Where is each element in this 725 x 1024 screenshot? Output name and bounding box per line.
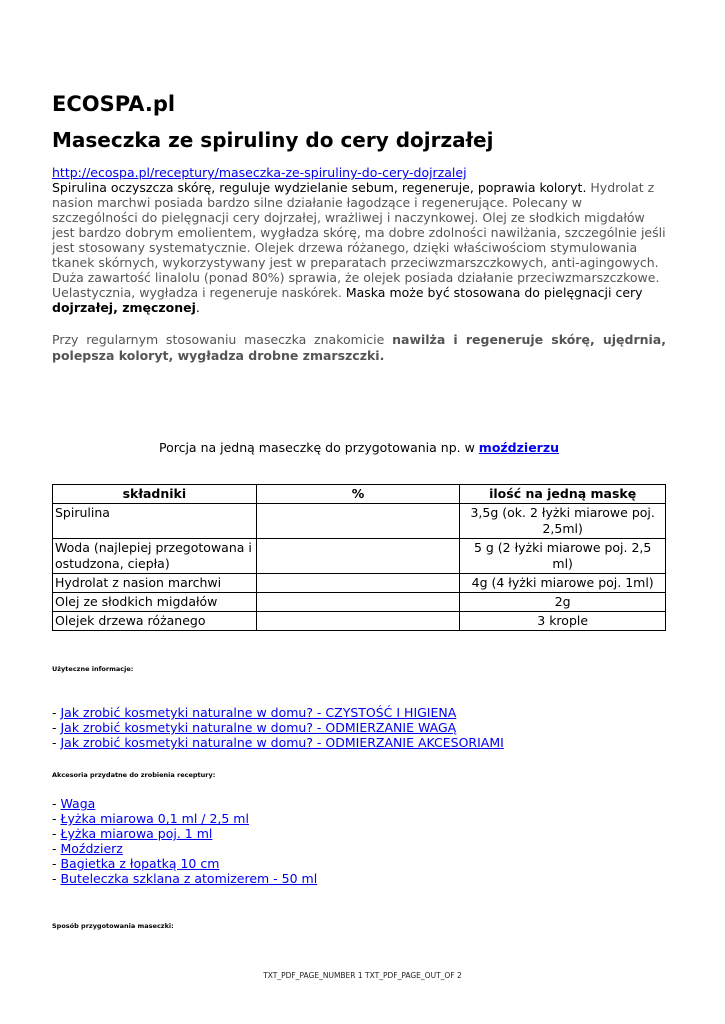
ingredient-name: Hydrolat z nasion marchwi: [53, 574, 257, 593]
list-item: [52, 811, 317, 826]
usage-bold: nawilża i regeneruje skórę, ujędrnia, polepsza koloryt, wygładza drobne zmarszczki.: [52, 332, 666, 363]
weighing-link[interactable]: Jak zrobić kosmetyki naturalne w domu? - ODMIERZANIE WAGĄ: [60, 720, 457, 735]
accessories-heading: Akcesoria przydatne do zrobienia receptury:: [52, 771, 216, 779]
table-row: [53, 504, 666, 539]
list-dash: -: [52, 811, 61, 826]
ingredient-amount: 3,5g (ok. 2 łyżki miarowe poj. 2,5ml): [460, 504, 666, 539]
glass-bottle-link[interactable]: Buteleczka szklana z atomizerem - 50 ml: [60, 871, 318, 886]
list-item: [52, 871, 317, 886]
list-item: [52, 796, 317, 811]
list-dash: -: [52, 856, 61, 871]
table-row: [53, 574, 666, 593]
mortar-accessory-link[interactable]: Moździerz: [60, 841, 123, 856]
ingredient-percent: [256, 539, 460, 574]
measuring-accessories-link[interactable]: Jak zrobić kosmetyki naturalne w domu? - ODMIERZANIE AKCESORIAMI: [60, 735, 504, 750]
header-ingredients: składniki: [53, 485, 257, 504]
list-dash: -: [52, 871, 61, 886]
ingredient-name: Olejek drzewa różanego: [53, 612, 257, 631]
usage-paragraph: [52, 332, 666, 364]
portion-text: Porcja na jedną maseczkę do przygotowania np. w: [158, 440, 479, 455]
table-row: [53, 539, 666, 574]
list-dash: -: [52, 705, 61, 720]
ingredient-name: Olej ze słodkich migdałów: [53, 593, 257, 612]
list-dash: -: [52, 826, 61, 841]
usage-prefix: Przy regularnym stosowaniu maseczka znakomicie: [52, 332, 393, 347]
ingredient-amount: 2g: [460, 593, 666, 612]
table-row: [53, 593, 666, 612]
scale-link[interactable]: Waga: [60, 796, 96, 811]
spatula-rod-link[interactable]: Bagietka z łopatką 10 cm: [60, 856, 220, 871]
table-row: [53, 612, 666, 631]
header-percent: %: [256, 485, 460, 504]
list-item: [52, 856, 317, 871]
ingredient-percent: [256, 504, 460, 539]
portion-line: [52, 440, 666, 455]
table-header-row: [53, 485, 666, 504]
mortar-link[interactable]: moździerzu: [478, 440, 560, 455]
ingredient-name: Woda (najlepiej przegotowana i ostudzona, ciepła): [53, 539, 257, 574]
accessories-list: [52, 796, 317, 886]
ingredient-amount: 3 krople: [460, 612, 666, 631]
ingredient-percent: [256, 574, 460, 593]
list-item: [52, 735, 504, 750]
recipe-url-link[interactable]: http://ecospa.pl/receptury/maseczka-ze-spiruliny-do-cery-dojrzalej: [52, 165, 467, 180]
ingredient-name: Spirulina: [53, 504, 257, 539]
intro-paragraph: [52, 180, 666, 315]
list-dash: -: [52, 720, 61, 735]
ingredient-percent: [256, 612, 460, 631]
ingredient-percent: [256, 593, 460, 612]
hygiene-link[interactable]: Jak zrobić kosmetyki naturalne w domu? - CZYSTOŚĆ I HIGIENA: [60, 705, 457, 720]
useful-info-list: [52, 705, 504, 750]
header-amount: ilość na jedną maskę: [460, 485, 666, 504]
intro-text-1: Spirulina oczyszcza skórę, reguluje wydzielanie sebum, regeneruje, poprawia koloryt.: [52, 180, 587, 195]
recipe-title: Maseczka ze spiruliny do cery dojrzałej: [52, 128, 494, 152]
list-item: [52, 826, 317, 841]
intro-text-3: Maska może być stosowana do pielęgnacji cery: [341, 285, 643, 300]
list-item: [52, 841, 317, 856]
measuring-spoon-1ml-link[interactable]: Łyżka miarowa poj. 1 ml: [60, 826, 213, 841]
ingredient-amount: 5 g (2 łyżki miarowe poj. 2,5 ml): [460, 539, 666, 574]
ingredients-table: [52, 484, 666, 631]
method-heading: Sposób przygotowania maseczki:: [52, 922, 174, 930]
page-footer: TXT_PDF_PAGE_NUMBER 1 TXT_PDF_PAGE_OUT_OF 2: [263, 971, 462, 980]
useful-info-heading: Użyteczne informacje:: [52, 665, 134, 673]
list-dash: -: [52, 841, 61, 856]
site-name: ECOSPA.pl: [52, 92, 176, 116]
ingredient-amount: 4g (4 łyżki miarowe poj. 1ml): [460, 574, 666, 593]
intro-text-end: .: [195, 300, 200, 315]
intro-text-2: Hydrolat z nasion marchwi posiada bardzo silne działanie łagodzące i regenerujące. Polecany w szczególności do pielęgnacji cery dojrzałej, wrażliwej i naczynkowej. Olej ze słodkich migdałów jest bardzo dobrym emolientem, wygładza skórę, ma dobre zdolności nawilżania, szczególnie jeśli jest stosowany systematycznie. Olejek drzewa różanego, dzięki właściwościom stymulowania tkanek skórnych, wykorzystywany jest w preparatach przeciwzmarszczkowych, anti-agingowych. Duża zawartość linalolu (ponad 80%) sprawia, że olejek posiada działanie przeciwzmarszczkowe. Uelastycznia, wygładza i regeneruje naskórek.: [52, 180, 666, 300]
measuring-spoon-link[interactable]: Łyżka miarowa 0,1 ml / 2,5 ml: [60, 811, 249, 826]
list-item: [52, 705, 504, 720]
list-dash: -: [52, 735, 61, 750]
intro-text-bold: dojrzałej, zmęczonej: [52, 300, 196, 315]
list-item: [52, 720, 504, 735]
list-dash: -: [52, 796, 61, 811]
